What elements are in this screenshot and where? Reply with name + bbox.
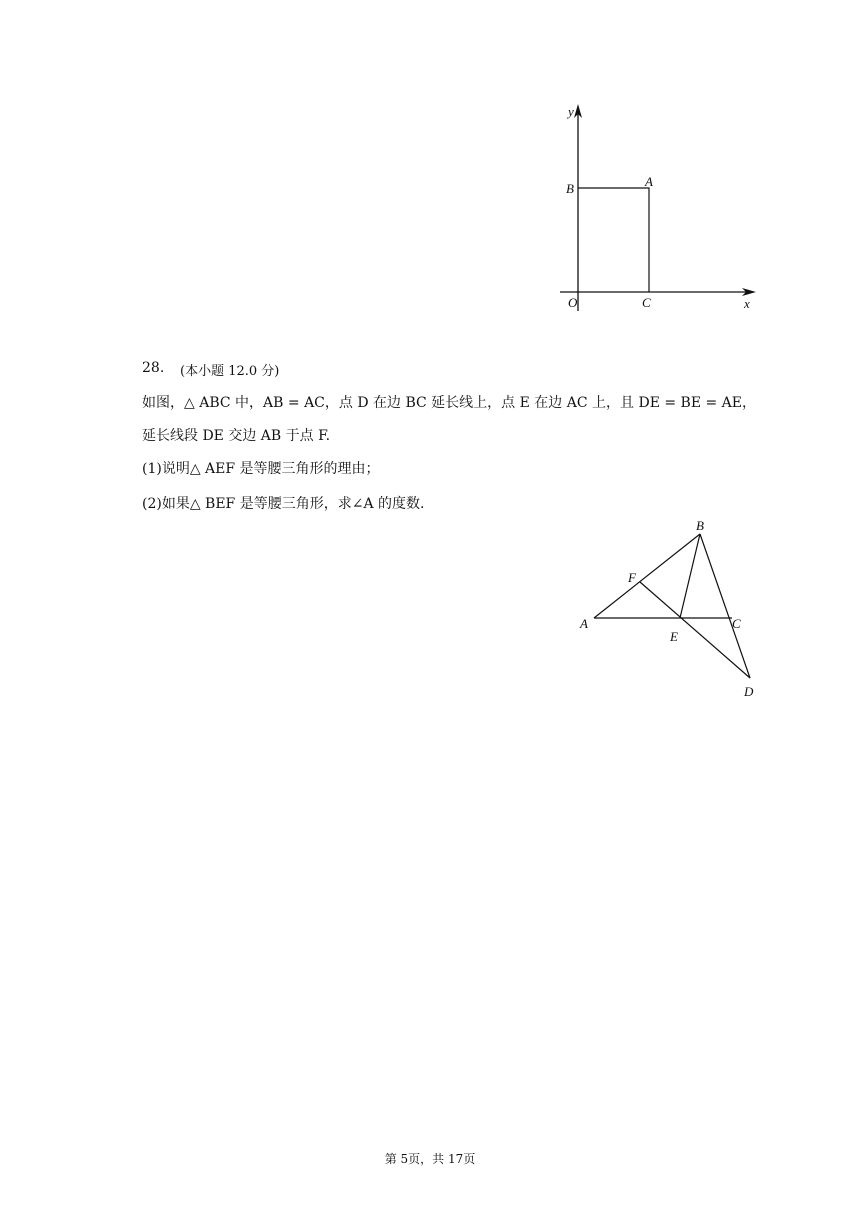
point-label-d: D	[744, 684, 754, 699]
point-label-b: B	[566, 181, 574, 196]
question-line-4: (2)如果△ BEF 是等腰三角形，求∠A 的度数.	[142, 496, 425, 512]
x-axis-label: x	[744, 296, 750, 311]
segment-be	[680, 534, 700, 618]
segment-ab	[594, 534, 700, 618]
origin-label: O	[568, 295, 578, 310]
point-label-e: E	[670, 629, 678, 644]
rectangle-bac	[578, 188, 649, 292]
point-label-c: C	[642, 295, 651, 310]
y-axis-label: y	[568, 104, 574, 119]
question-number: 28.	[142, 360, 165, 376]
point-label-c: C	[732, 616, 741, 631]
question-line-1: 如图，△ ABC 中，AB = AC，点 D 在边 BC 延长线上，点 E 在边 AC 上，且 DE = BE = AE，	[142, 395, 757, 411]
point-label-f: F	[628, 570, 636, 585]
question-line-2: 延长线段 DE 交边 AB 于点 F.	[142, 428, 331, 444]
point-label-b: B	[696, 518, 704, 533]
point-label-a: A	[580, 616, 588, 631]
question-line-3: (1)说明△ AEF 是等腰三角形的理由；	[142, 461, 380, 477]
coordinate-figure	[548, 96, 768, 316]
point-label-a: A	[645, 174, 653, 189]
page-footer: 第 5页，共 17页	[384, 1152, 476, 1166]
triangle-figure	[570, 516, 770, 706]
question-score: (本小题 12.0 分)	[180, 364, 280, 379]
